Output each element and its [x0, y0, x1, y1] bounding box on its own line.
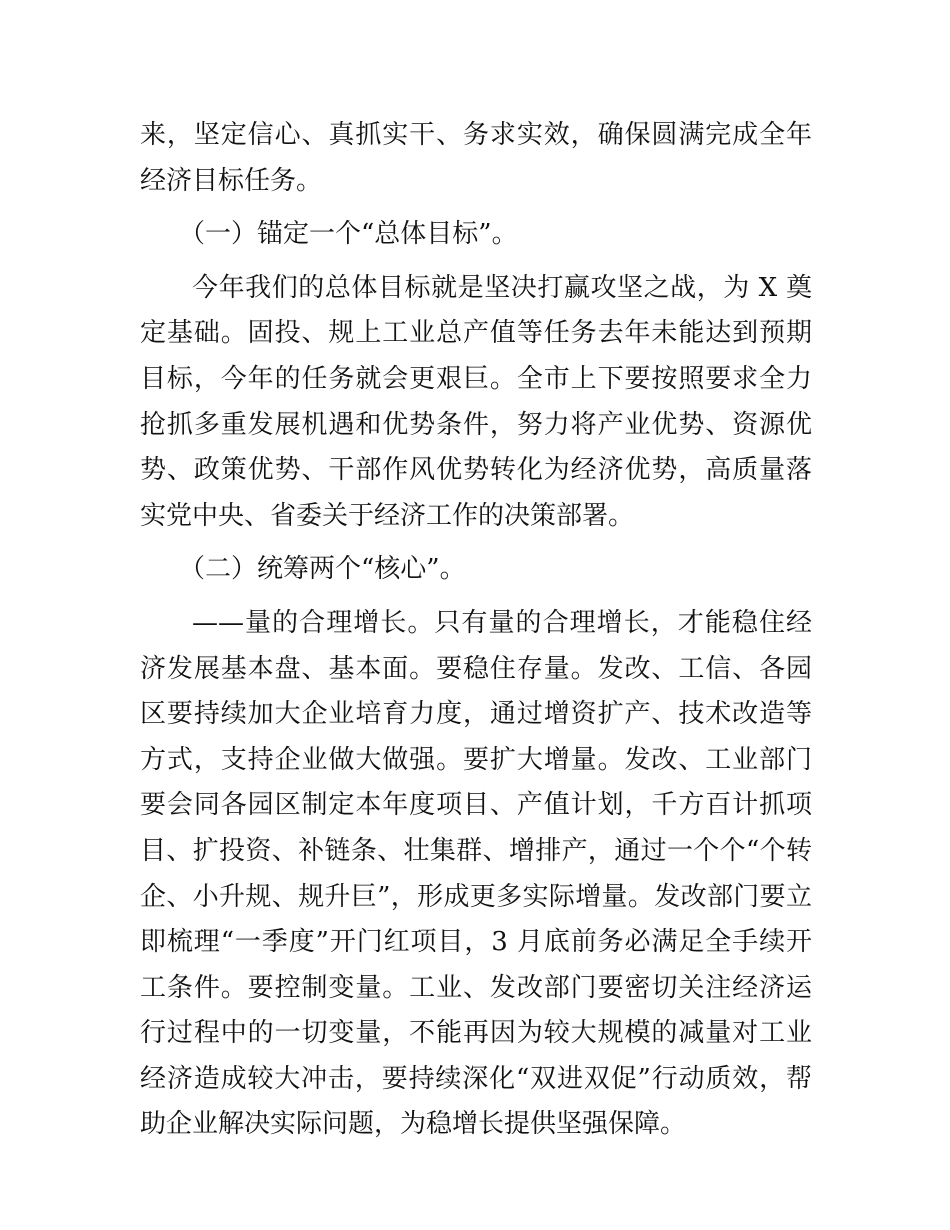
paragraph-reasonable-growth: ——量的合理增长。只有量的合理增长，才能稳住经济发展基本盘、基本面。要稳住存量。发改、工信、各园区要持续加大企业培育力度，通过增资扩产、技术改造等方式，支持企业做大做强。要扩大增量。发改、工业部门要会同各园区制定本年度项目、产值计划，千方百计抓项目、扩投资、补链条、壮集群、增排产，通过一个个“个转企、小升规、规升巨”，形成更多实际增量。发改部门要立即梳理“一季度”开门红项目，3 月底前务必满足全手续开工条件。要控制变量。工业、发改部门要密切关注经济运行过程中的一切变量，不能再因为较大规模的减量对工业经济造成较大冲击，要持续深化“双进双促”行动质效，帮助企业解决实际问题，为稳增长提供坚强保障。 — [140, 607, 812, 1140]
section-heading-two-cores: （二）统筹两个“核心”。 — [179, 554, 466, 585]
section-heading-overall-goal: （一）锚定一个“总体目标”。 — [179, 219, 518, 250]
document-body — [140, 113, 812, 1156]
paragraph-overall-goal: 今年我们的总体目标就是坚决打赢攻坚之战，为 X 奠定基础。固投、规上工业总产值等任务去年未能达到预期目标，今年的任务就会更艰巨。全市上下要按照要求全力抢抓多重发展机遇和优势条件，努力将产业优势、资源优势、政策优势、干部作风优势转化为经济优势，高质量落实党中央、省委关于经济工作的决策部署。 — [140, 272, 812, 531]
paragraph-continuation: 来，坚定信心、真抓实干、务求实效，确保圆满完成全年经济目标任务。 — [140, 120, 812, 196]
